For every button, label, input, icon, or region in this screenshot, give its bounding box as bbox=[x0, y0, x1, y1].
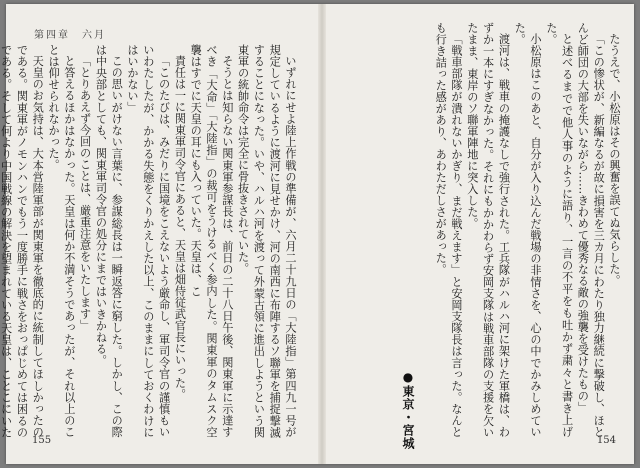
section-heading bbox=[400, 370, 417, 450]
paragraph: 「この惨状が、新編なるが故に損害を三カ月にわたり独力継続に撃破し、ほとんど師団の大部を失いながら……きわめて優秀なる敵の強襲を受けたもの」 bbox=[576, 22, 606, 438]
paragraph: いずれにせよ陸上作戦の準備が、六月二十九日の「大陸指」第四九一号が規定しているように渡河に見せかけ、河の南西に布陣するソ聯軍を捕捉撃滅することになった。いや、ハルハ河を渡って外蒙古領に進出しようという関東軍の統帥命令は完全に骨抜きされていた。 bbox=[236, 44, 297, 438]
paragraph: 天皇のお気持は、大本営陸軍部が関東軍を徹底的に統制してほしかったのである。関東軍がノモンハンでもう一度勝手に戦さをおっぱじめては困るのである。そして何より中国戦線の解決を望まれている天皇は、ことこにいた bbox=[0, 44, 45, 438]
right-page-body bbox=[342, 22, 622, 438]
paragraph: 責任は一に関東軍司令官にあると、天皇は畑侍従武官長にいった。 bbox=[173, 55, 187, 401]
paragraph: この思いがけない言葉に、参謀総長は一瞬返答に窮した。しかし、この際は中央部としても、関東軍司令官の処分にまではいきかねる。 bbox=[94, 44, 124, 438]
paragraph: 小松原はこのあと、自分が入り込んだ戦場の非情さを、心の中でかみしめていた。 bbox=[513, 22, 543, 438]
book-gutter bbox=[318, 4, 326, 464]
paragraph: と述べるまでで他人事のように語り、一言の不平をも吐かず粛々と書き上げた。 bbox=[544, 22, 574, 438]
paragraph: 「戦車部隊が潰れないかぎり、まだ戦えます」と安岡支隊長は言った。なんとも行き詰った感があり、あわただしさがあった。 bbox=[434, 22, 464, 438]
paragraph: 「とりあえず今回のことは、厳重注意をいたします」 bbox=[78, 55, 92, 332]
paragraph: そうとは知らない関東軍参謀長は、前日の二十八日午後、関東軍に示達すべき「大命」「大陸指」の裁可をうけるべく参内した。関東軍のタムスク空襲はすでに天皇の耳にも入っていた。天皇は、こ bbox=[189, 44, 234, 438]
section-heading-text: 東京・宮城 bbox=[401, 385, 415, 450]
paragraph: 「このたびは、みだりに国境をこえないよう厳命し、軍司令官の謹慎もいいわたしたが、かかる失態をくりかえした以上、このままにしておくわけにはいかない」 bbox=[126, 44, 171, 438]
bullet-mark: ● bbox=[401, 370, 415, 385]
running-head: 第四章 六月 bbox=[34, 30, 106, 41]
paragraph: 渡河は、戦車の掩護なしで強行された。工兵隊がハルハ河に架けた軍橋は、わずか一本にすぎなかった。それにもかかわらず安岡支隊は戦車部隊の支援を欠いたまま、東岸のソ聯軍陣地に突入した。 bbox=[465, 22, 511, 438]
left-page bbox=[0, 4, 318, 464]
page-number: 154 bbox=[596, 435, 616, 446]
left-page-body bbox=[0, 44, 298, 438]
book-spread bbox=[0, 4, 634, 464]
paragraph: と答えるほかはなかった。天皇は何か不満そうであったが、それ以上のことは仰せられなかった。 bbox=[47, 44, 76, 438]
page-number: 155 bbox=[32, 435, 52, 446]
paragraph: たうえで、小松原はその興奮を誤てぬ気らした。 bbox=[608, 33, 621, 287]
right-page bbox=[326, 4, 634, 464]
